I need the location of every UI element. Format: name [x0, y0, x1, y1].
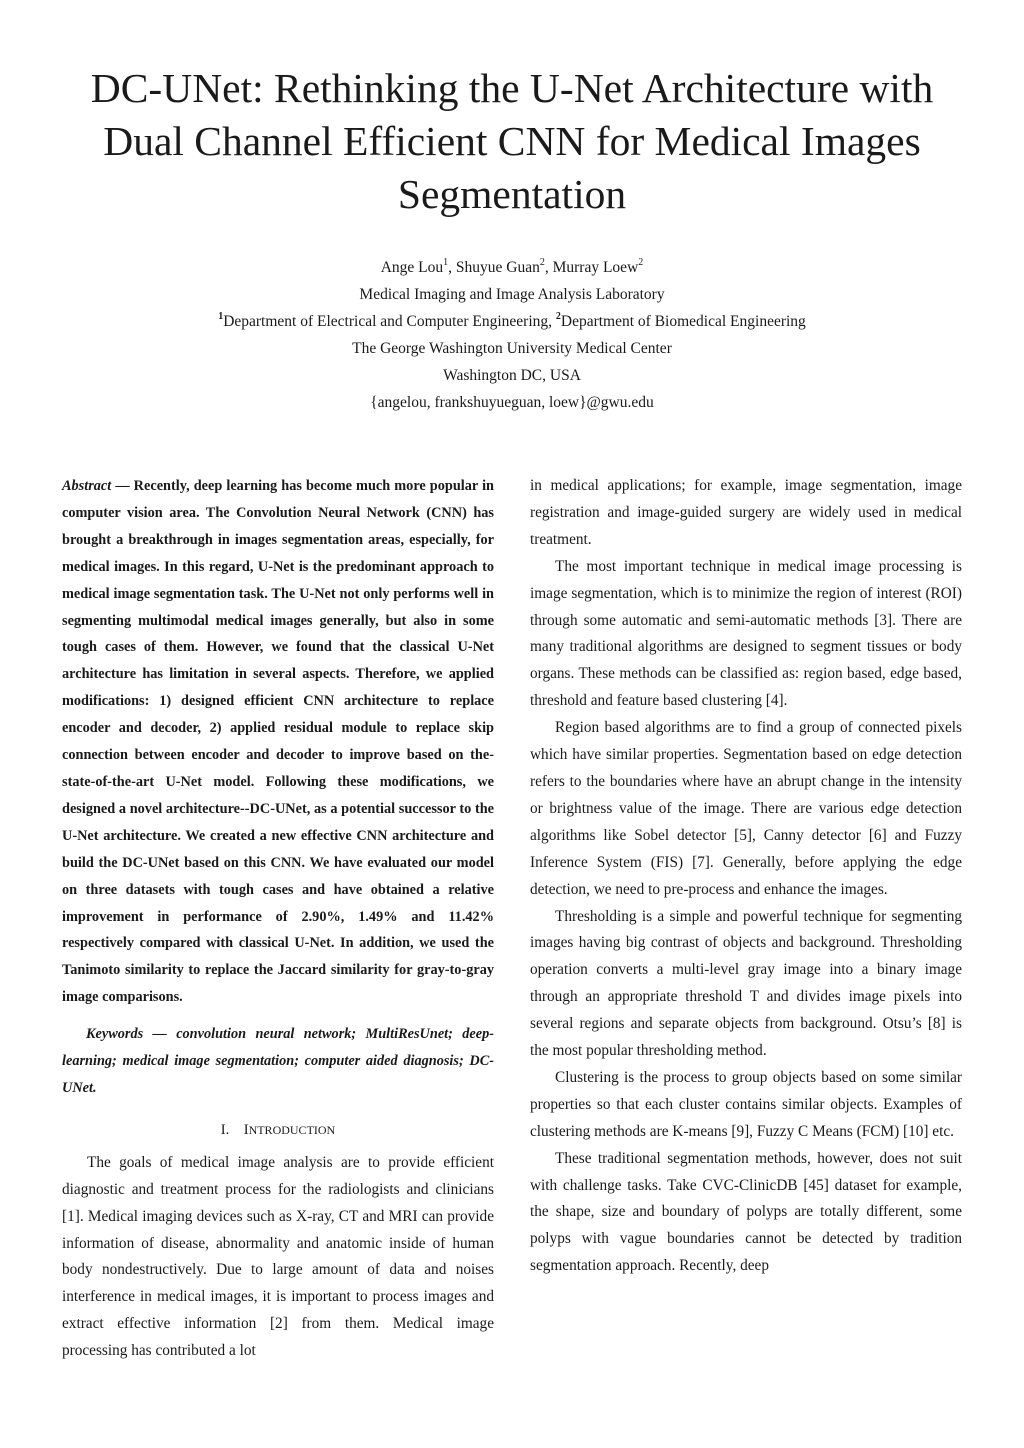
body-paragraph: in medical applications; for example, image segmentation, image registration and image-guided surgery are widely used in medical treatment. [530, 477, 962, 548]
affiliation-sup: 1 [218, 310, 224, 322]
author-affil-sup: 2 [539, 256, 545, 268]
title-line: Segmentation [397, 171, 627, 217]
location: Washington DC, USA [443, 367, 581, 384]
body-paragraph: Clustering is the process to group objects based on some similar properties so that each cluster contains similar objects. Examples of clustering methods are K-means [9], Fuzzy C Means (FCM) [10] etc. [530, 1068, 962, 1140]
section-title-rest: NTRODUCTION [248, 1122, 336, 1137]
right-column [530, 473, 962, 1280]
left-column [62, 473, 494, 1365]
author-affil-sup: 1 [443, 256, 449, 268]
affiliation-departments [100, 308, 924, 335]
body-paragraph: These traditional segmentation methods, however, does not suit with challenge tasks. Take CVC-ClinicDB [45] dataset for example, the shape, size and boundary of polyps are totally different, some polyps with vague boundaries cannot be detected by tradition segmentation approach. Recently, deep [530, 1149, 962, 1275]
abstract-text: Recently, deep learning has become much more popular in computer vision area. The Convolution Neural Network (CNN) has brought a breakthrough in images segmentation areas, especially, for medical images. In this regard, U-Net is the predominant approach to medical image segmentation task. The U-Net not only performs well in segmenting multimodal medical images generally, but also in some tough cases of them. However, we found that the classical U-Net architecture has limitation in several aspects. Therefore, we applied modifications: 1) designed efficient CNN architecture to replace encoder and decoder, 2) applied residual module to replace skip connection between encoder and decoder to improve based on the-state-of-the-art U-Net model. Following these modifications, we designed a novel architecture--DC-UNet, as a potential successor to the U-Net architecture. We created a new effective CNN architecture and build the DC-UNet based on this CNN. We have evaluated our model on three datasets with tough cases and have obtained a relative improvement in performance of 2.90%, 1.49% and 11.42% respectively compared with classical U-Net. In addition, we used the Tanimoto similarity to replace the Jaccard similarity for gray-to-gray image comparisons. [62, 478, 494, 1006]
author-name: Murray Loew [552, 259, 639, 276]
abstract-dash: — [111, 478, 134, 494]
author-block [100, 254, 924, 416]
section-title-initial: I [243, 1121, 249, 1138]
title-line: Dual Channel Efficient CNN for Medical Images [103, 118, 921, 164]
lab-name: Medical Imaging and Image Analysis Laboratory [359, 286, 665, 303]
section-number: I. [220, 1121, 230, 1138]
section-heading [62, 1117, 494, 1144]
institution: The George Washington University Medical Center [352, 340, 672, 357]
affiliation-sup: 2 [555, 310, 561, 322]
paper-title [60, 62, 964, 221]
body-paragraph: The most important technique in medical image processing is image segmentation, which is to minimize the region of interest (ROI) through some automatic and semi-automatic methods [3]. There are many traditional algorithms are designed to segment tissues or body organs. These methods can be classified as: region based, edge based, threshold and feature based clustering [4]. [530, 557, 962, 710]
author-name: Shuyue Guan [455, 259, 540, 276]
body-paragraph: Thresholding is a simple and powerful technique for segmenting images having big contrast of objects and background. Thresholding operation converts a multi-level gray image into a binary image through an appropriate threshold T and divides image pixels into several regions and separate objects from background. Otsu’s [8] is the most popular thresholding method. [530, 907, 962, 1060]
author-list [100, 254, 924, 281]
author-affil-sup: 2 [638, 256, 644, 268]
abstract [62, 473, 494, 1011]
author-separator: , [448, 259, 456, 276]
author-separator: , [544, 259, 553, 276]
affiliation-text: Department of Electrical and Computer Engineering, [223, 313, 556, 330]
author-name: Ange Lou [380, 259, 444, 276]
affiliation-text: Department of Biomedical Engineering [560, 313, 806, 330]
abstract-label: Abstract [62, 478, 112, 494]
body-paragraph: Region based algorithms are to find a group of connected pixels which have similar properties. Segmentation based on edge detection refers to the boundaries where have an abrupt change in the intensity or brightness value of the image. There are various edge detection algorithms like Sobel detector [5], Canny detector [6] and Fuzzy Inference System (FIS) [7]. Generally, before applying the edge detection, we need to pre-process and enhance the images. [530, 719, 962, 898]
keywords: Keywords — convolution neural network; MultiResUnet; deep-learning; medical image segmentation; computer aided diagnosis; DC-UNet. [62, 1026, 494, 1096]
author-emails: {angelou, frankshuyueguan, loew}@gwu.edu [370, 394, 654, 411]
intro-paragraph: The goals of medical image analysis are to provide efficient diagnostic and treatment process for the radiologists and clinicians [1]. Medical imaging devices such as X-ray, CT and MRI can provide information of disease, abnormality and anatomic inside of human body nondestructively. Due to large amount of data and noises interference in medical images, it is important to process images and extract effective information [2] from them. Medical image processing has contributed a lot [62, 1153, 494, 1360]
title-line: DC-UNet: Rethinking the U-Net Architecture with [90, 65, 934, 111]
